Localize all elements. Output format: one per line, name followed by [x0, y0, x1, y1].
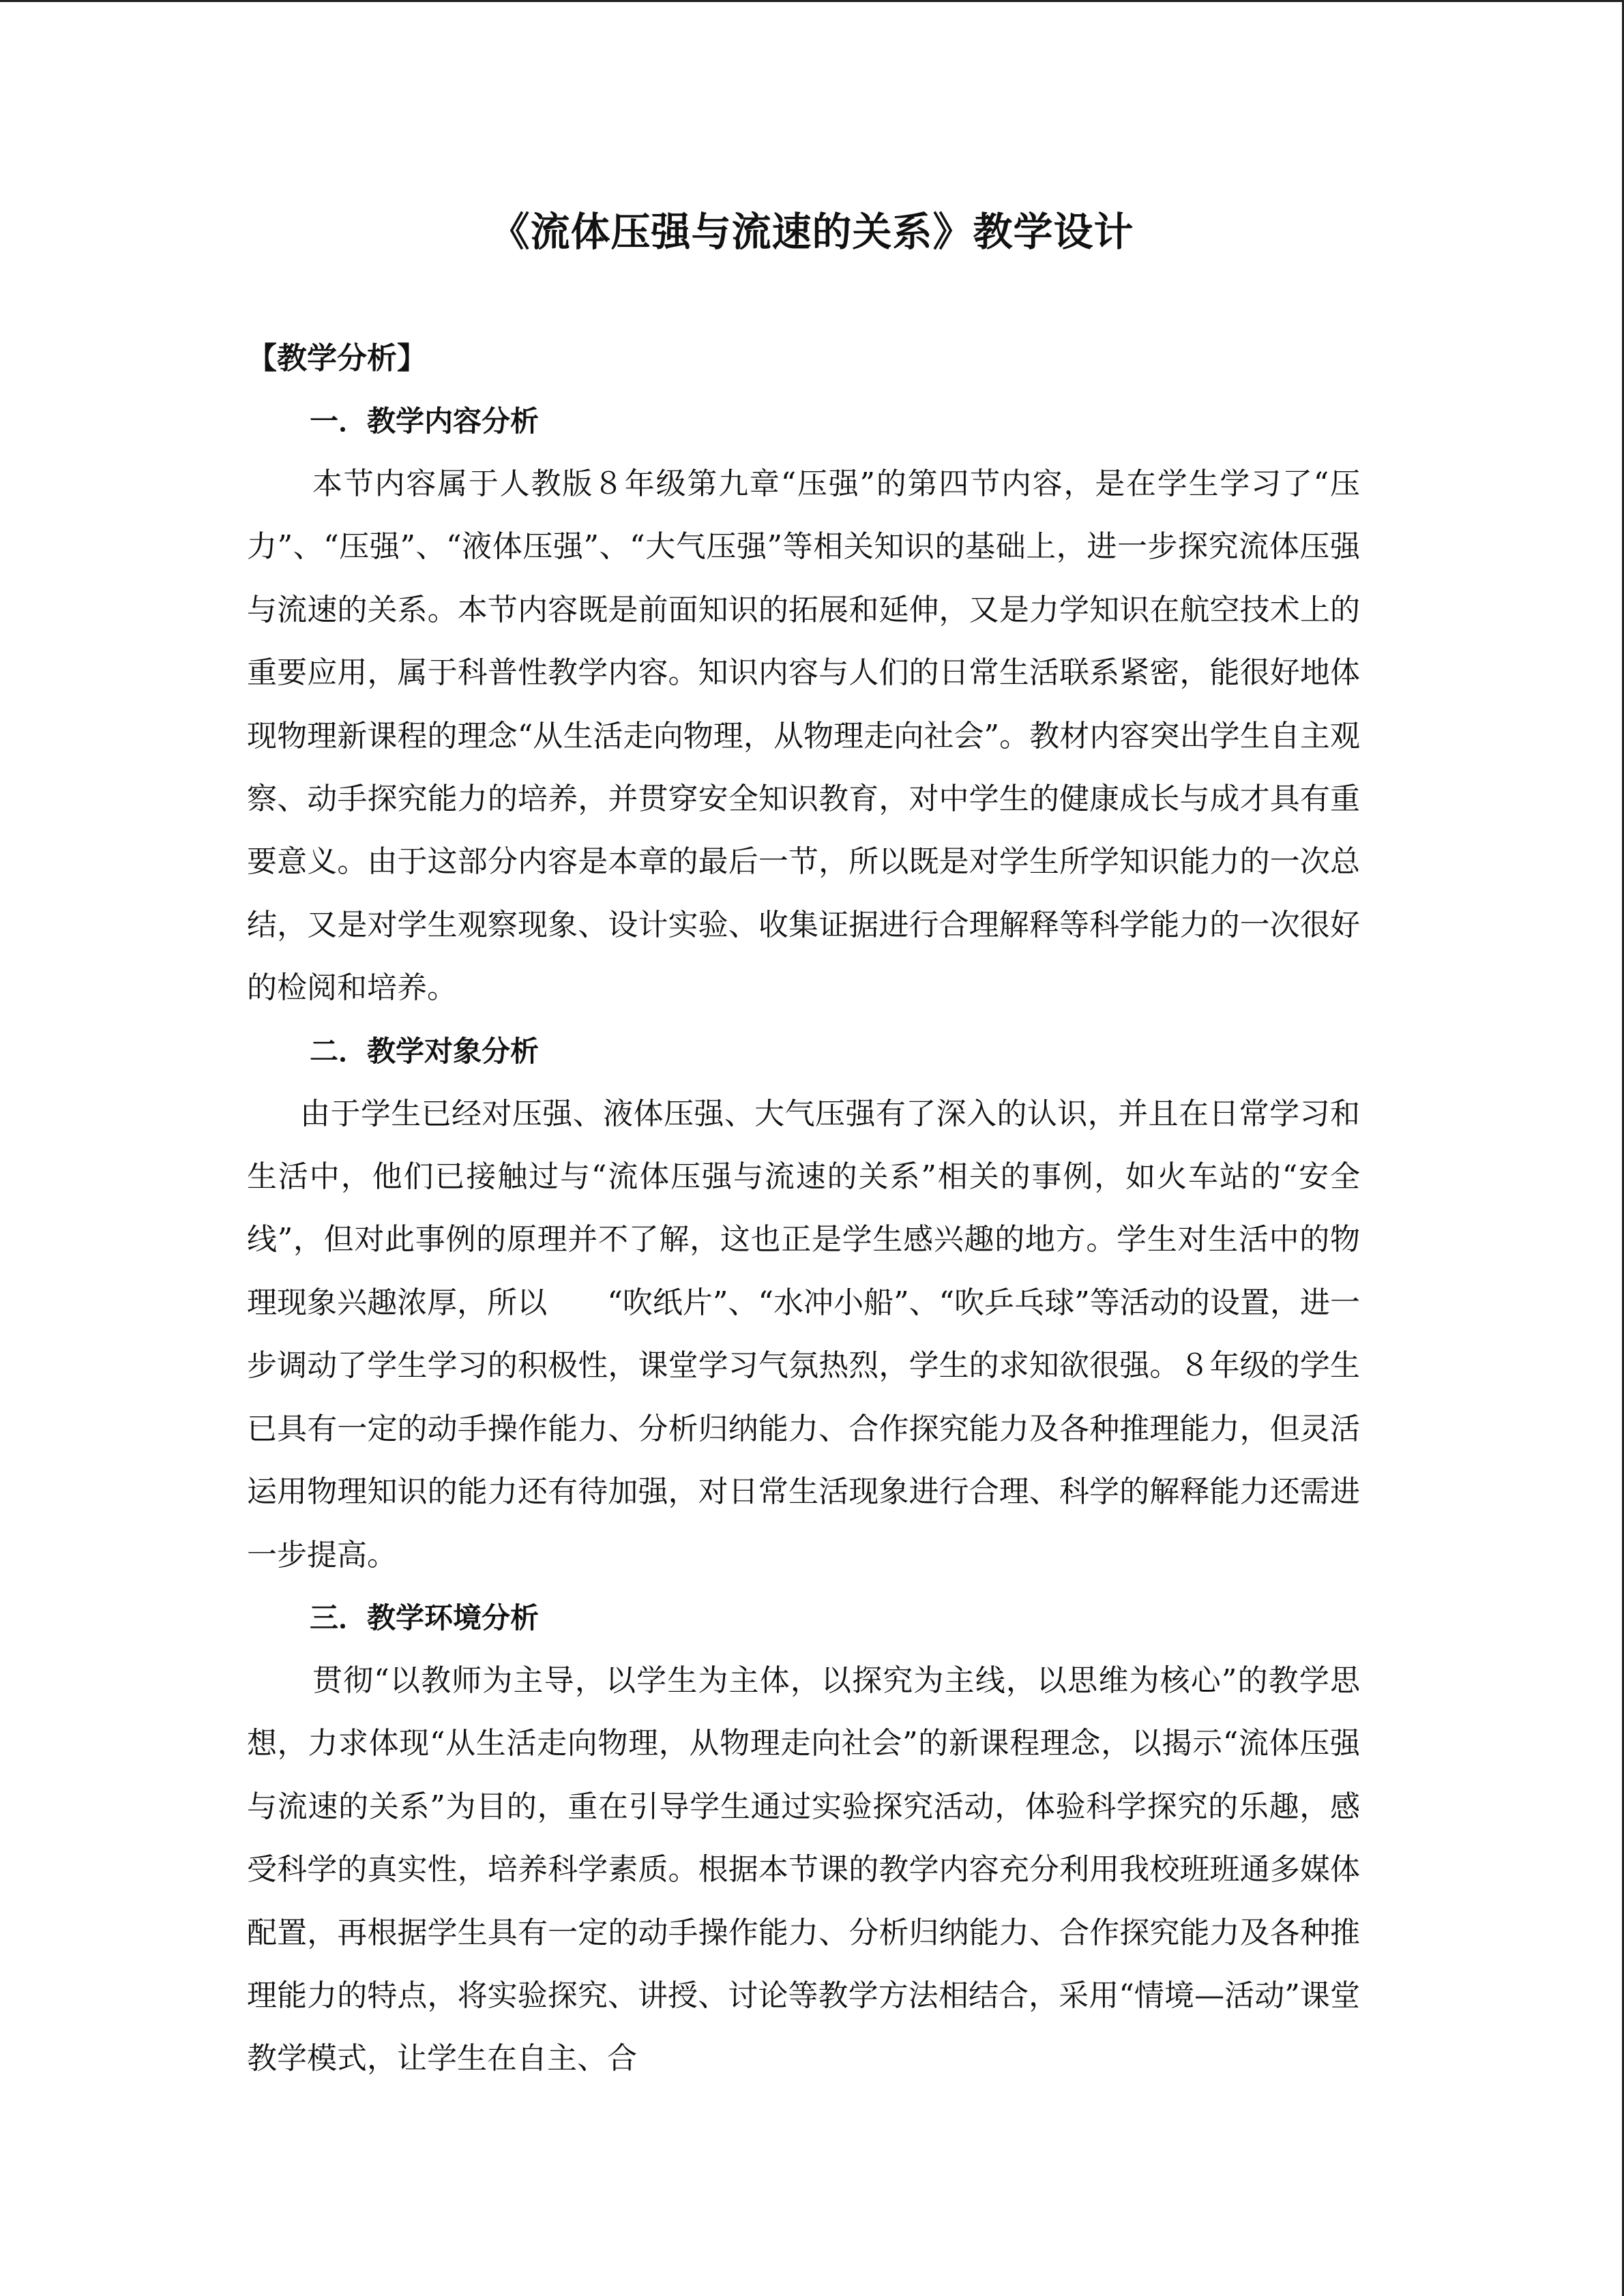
subsection-heading-content-analysis: 一．教学内容分析	[310, 404, 540, 438]
paragraph-learner-analysis: 由于学生已经对压强、液体压强、大气压强有了深入的认识，并且在日常学习和生活中，他们已接触过与“流体压强与流速的关系”相关的事例，如火车站的“安全线”，但对此事例的原理并不了解，这也正是学生感兴趣的地方。学生对生活中的物理现象兴趣浓厚，所以 “吹纸片”、“水冲小船”、“吹乒乓球”等活动的设置，进一步调动了学生学习的积极性，课堂学习气氛热烈，学生的求知欲很强。８年级的学生已具有一定的动手操作能力、分析归纳能力、合作探究能力及各种推理能力，但灵活运用物理知识的能力还有待加强，对日常生活现象进行合理、科学的解释能力还需进一步提高。	[247, 1096, 1360, 1572]
document-title: 《流体压强与流速的关系》教学设计	[490, 209, 1134, 255]
subsection-heading-learner-analysis: 二．教学对象分析	[310, 1034, 540, 1068]
section-heading-teaching-analysis: 【教学分析】	[247, 341, 427, 376]
page-border-top	[0, 0, 1624, 2]
paragraph-environment-analysis: 贯彻“以教师为主导，以学生为主体，以探究为主线，以思维为核心”的教学思想，力求体现“从生活走向物理，从物理走向社会”的新课程理念，以揭示“流体压强与流速的关系”为目的，重在引导学生通过实验探究活动，体验科学探究的乐趣，感受科学的真实性，培养科学素质。根据本节课的教学内容充分利用我校班班通多媒体配置，再根据学生具有一定的动手操作能力、分析归纳能力、合作探究能力及各种推理能力的特点，将实验探究、讲授、讨论等教学方法相结合，采用“情境—活动”课堂教学模式，让学生在自主、合	[247, 1663, 1360, 2076]
paragraph-content-analysis: 本节内容属于人教版８年级第九章“压强”的第四节内容，是在学生学习了“压力”、“压强”、“液体压强”、“大气压强”等相关知识的基础上，进一步探究流体压强与流速的关系。本节内容既是前面知识的拓展和延伸，又是力学知识在航空技术上的重要应用，属于科普性教学内容。知识内容与人们的日常生活联系紧密，能很好地体现物理新课程的理念“从生活走向物理，从物理走向社会”。教材内容突出学生自主观察、动手探究能力的培养，并贯穿安全知识教育，对中学生的健康成长与成才具有重要意义。由于这部分内容是本章的最后一节，所以既是对学生所学知识能力的一次总结，又是对学生观察现象、设计实验、收集证据进行合理解释等科学能力的一次很好的检阅和培养。	[247, 466, 1360, 1006]
document-body	[247, 327, 1360, 2091]
subsection-heading-environment-analysis: 三．教学环境分析	[310, 1600, 540, 1635]
